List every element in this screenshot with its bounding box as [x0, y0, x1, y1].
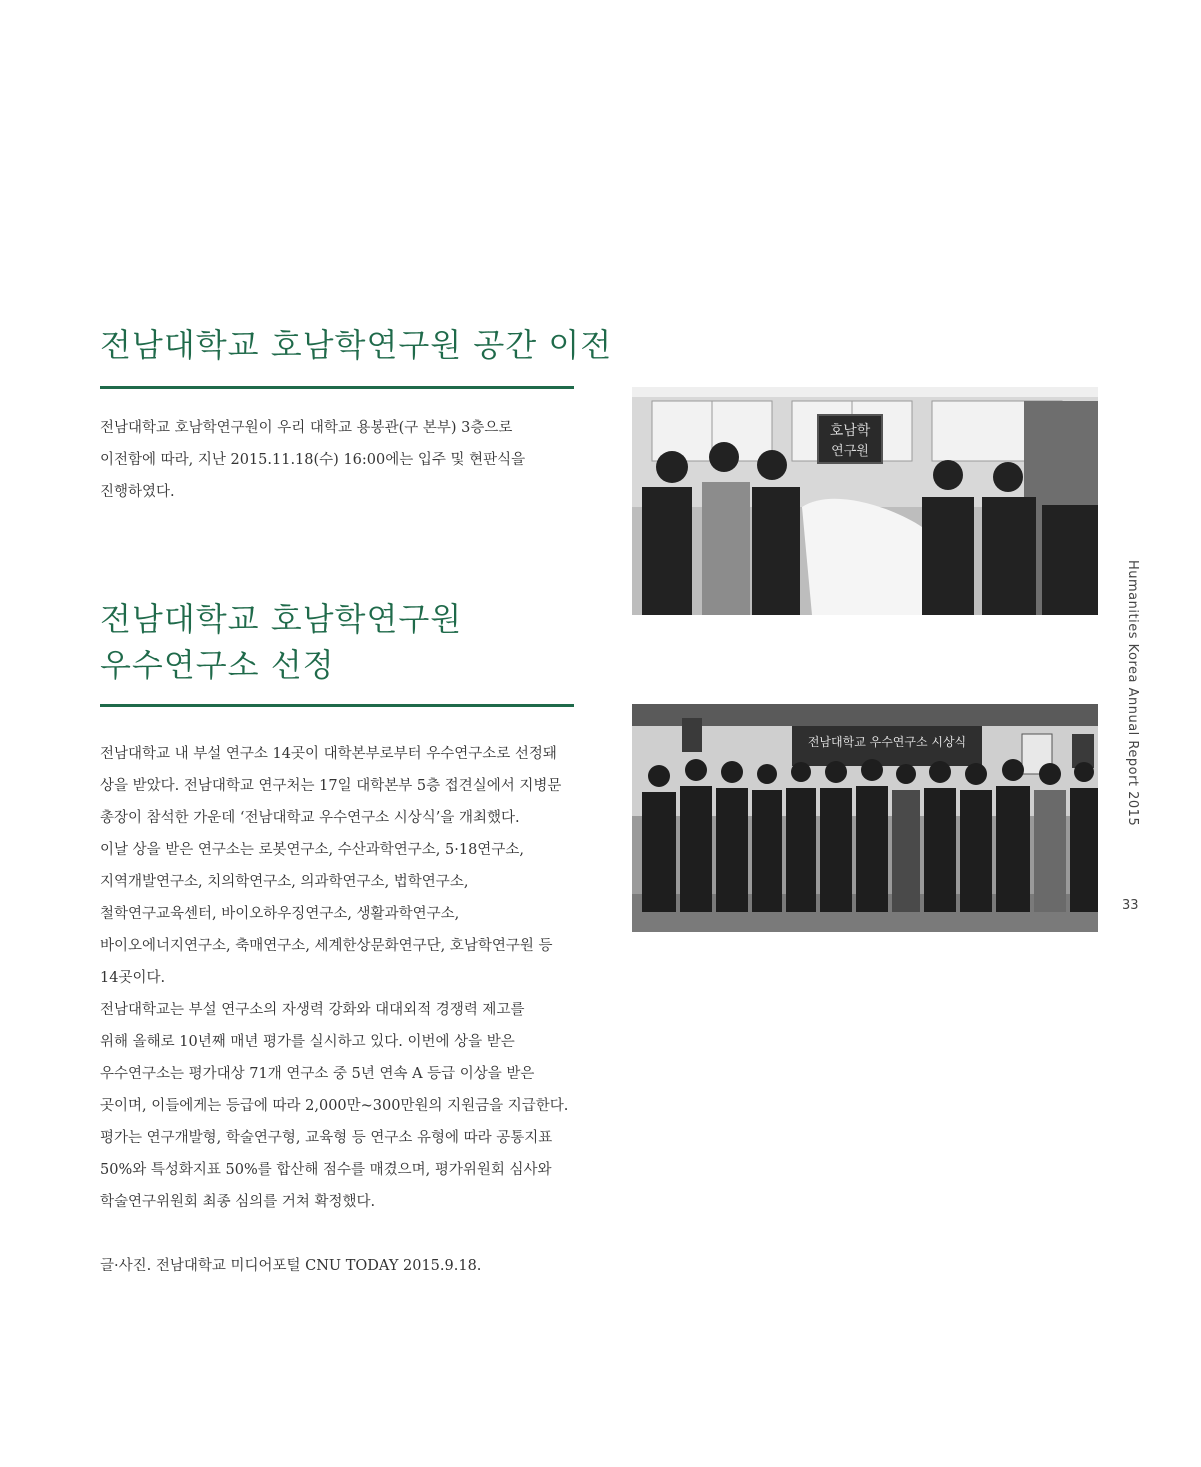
ceremony-banner: 전남대학교 우수연구소 시상식: [807, 735, 967, 749]
section2-body-line: 이날 상을 받은 연구소는 로봇연구소, 수산과학연구소, 5·18연구소,: [100, 842, 524, 858]
report-side-label: Humanities Korea Annual Report 2015: [1125, 560, 1140, 827]
sign-line1: 호남학: [829, 423, 871, 439]
section2-body-line: 우수연구소는 평가대상 71개 연구소 중 5년 연속 A 등급 이상을 받은: [100, 1066, 535, 1082]
section2-body-line: 지역개발연구소, 치의학연구소, 의과학연구소, 법학연구소,: [100, 874, 469, 890]
signboard-ceremony-photo: [632, 387, 1098, 615]
section1-body-line: 진행하였다.: [100, 484, 175, 500]
section1-body-line: 전남대학교 호남학연구원이 우리 대학교 용봉관(구 본부) 3층으로: [100, 420, 513, 436]
section1-divider: [100, 386, 574, 389]
section2-body-line: 위해 올해로 10년째 매년 평가를 실시하고 있다. 이번에 상을 받은: [100, 1034, 515, 1050]
page-number: 33: [1122, 898, 1139, 913]
section2-body-line: 총장이 참석한 가운데 ‘전남대학교 우수연구소 시상식’을 개최했다.: [100, 810, 520, 826]
section2-title-line: 우수연구소 선정: [100, 646, 335, 684]
section1-title: [100, 322, 612, 368]
section2-body-line: 바이오에너지연구소, 축매연구소, 세계한상문화연구단, 호남학연구원 등: [100, 938, 553, 954]
section2-body-line: 전남대학교 내 부설 연구소 14곳이 대학본부로부터 우수연구소로 선정돼: [100, 746, 557, 762]
photo-credit-text: 글·사진. 전남대학교 미디어포털 CNU TODAY 2015.9.18.: [100, 1258, 482, 1274]
section2-body-line: 상을 받았다. 전남대학교 연구처는 17일 대학본부 5층 접견실에서 지병문: [100, 778, 562, 794]
section2-body-line: 곳이며, 이들에게는 등급에 따라 2,000만~300만원의 지원금을 지급한다.: [100, 1098, 569, 1114]
section2-title: [100, 596, 462, 688]
sign-line2: 연구원: [831, 444, 869, 459]
section2-title-line: 전남대학교 호남학연구원: [100, 600, 463, 638]
section2-body-line: 50%와 특성화지표 50%를 합산해 점수를 매겼으며, 평가위원회 심사와: [100, 1162, 552, 1178]
section2-body-line: 전남대학교는 부설 연구소의 자생력 강화와 대대외적 경쟁력 제고를: [100, 1002, 525, 1018]
section2-body-line: 철학연구교육센터, 바이오하우징연구소, 생활과학연구소,: [100, 906, 460, 922]
award-ceremony-photo: [632, 704, 1098, 932]
section1-body-line: 이전함에 따라, 지난 2015.11.18(수) 16:00에는 입주 및 현판식을: [100, 452, 526, 468]
section1-body: [100, 412, 580, 508]
section2-divider: [100, 704, 574, 707]
section2-body-line: 학술연구위원회 최종 심의를 거쳐 확정했다.: [100, 1194, 376, 1210]
section1-title-text: 전남대학교 호남학연구원 공간 이전: [100, 326, 613, 364]
section2-body: [100, 738, 580, 1218]
photo-credit: [100, 1250, 580, 1282]
section2-body-line: 14곳이다.: [100, 970, 166, 986]
section2-body-line: 평가는 연구개발형, 학술연구형, 교육형 등 연구소 유형에 따라 공통지표: [100, 1130, 553, 1146]
